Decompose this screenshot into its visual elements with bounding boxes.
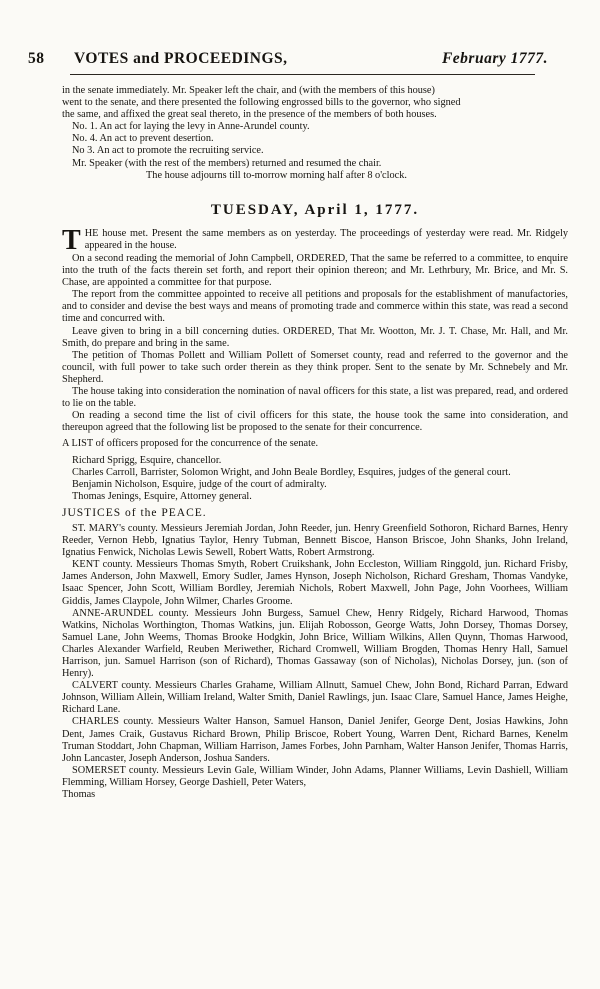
opening-line: the same, and affixed the great seal thereto, in the presence of the members of both houses. [62,109,437,121]
opening-section [62,85,568,182]
county-entry: CHARLES county. Messieurs Walter Hanson, Samuel Hanson, Daniel Jenifer, George Dent, Josias Hawkins, John Dent, James Craik, Gustavus Richard Brown, Philip Briscoe, Robert Young, Warren Dent, Richard Barnes, Kenelm Truman Stoddart, John Chapman, William Harrison, James Forbes, John Parnham, Walter Hanson Jenifer, Thomas Harris, John Lancaster, Joseph Anderson, Joshua Sanders. [62,716,568,764]
officer-list [62,455,568,503]
list-item: Richard Sprigg, Esquire, chancellor. [72,454,222,466]
county-entry: ANNE-ARUNDEL county. Messieurs John Burgess, Samuel Chew, Henry Ridgely, Richard Harwood, Thomas Watkins, Nicholas Worthington, Thomas Watkins, jun. Elijah Robosson, George Watts, John Dorsey, Thomas Dorsey, Samuel Lane, John Weems, Thomas Brooke Hodgkin, John Brice, William Wilkins, Allen Quynn, Thomas Harwood, Charles Alexander Warfield, Reuben Meriwether, Richard Cromwell, William Brogden, Thomas Henry Hall, Samuel Harrison, jun. Samuel Harrison (son of Richard), Thomas Gassaway (son of Nicholas), Nicholas Dorsey, jun. (son of Henry). [62,607,568,680]
bill-item: No 3. An act to promote the recruiting service. [72,145,264,157]
catchword: Thomas [62,789,96,801]
bill-item: No. 1. An act for laying the levy in Anne-Arundel county. [72,121,310,133]
list-item: Benjamin Nicholson, Esquire, judge of the court of admiralty. [72,478,327,490]
proceeding-paragraph: THE house met. Present the same members as on yesterday. The proceedings of yesterday were read. Mr. Ridgely appeared in the house. [62,225,568,256]
proceeding-paragraph: The report from the committee appointed to receive all petitions and proposals for the establishment of manufactories, and to consider and devise the best ways and means of promoting trade and commerce within this state, was read a second time and concurred with. [62,289,568,325]
adjourn-line: The house adjourns till to-morrow morning half after 8 o'clock. [146,169,407,181]
header-rule [70,74,535,75]
proceeding-paragraph: Leave given to bring in a bill concerning duties. ORDERED, That Mr. Wootton, Mr. J. T. Chase, Mr. Hall, and Mr. Smith, do prepare and bring in the same. [62,325,568,349]
day-heading: TUESDAY, April 1, 1777. [210,202,420,218]
page-number: 58 [28,50,45,67]
header-title: VOTES and PROCEEDINGS, [74,50,288,67]
justices-heading: JUSTICES of the PEACE. [62,506,207,519]
running-header [28,50,548,74]
proceeding-paragraph: The house taking into consideration the nomination of naval officers for this state, a list was prepared, read, and ordered to lie on the table. [62,386,568,410]
proceeding-paragraph: On a second reading the memorial of John Campbell, ORDERED, That the same be referred to a committee, to enquire into the truth of the facts therein set forth, and report their opinion thereon; and Mr. Lethrbury, Mr. Brice, and Mr. S. Chase, are appointed a committee for that purpose. [62,253,568,289]
proceeding-paragraph: On reading a second time the list of civil officers for this state, the house took the same into consideration, and thereupon agreed that the following list be proposed to the senate for their concurrence. [62,410,568,434]
county-entry: ST. MARY's county. Messieurs Jeremiah Jordan, John Reeder, jun. Henry Greenfield Sothoron, Richard Barnes, Henry Reeder, Vernon Hebb, Ignatius Taylor, Henry Tubman, Bennett Biscoe, Hanson Briscoe, John Shanks, John Ireland, Ignatius Fenwick, Nicholas Lewis Sewell, Robert Watts, Robert Armstrong. [62,522,568,559]
bill-item: No. 4. An act to prevent desertion. [72,133,214,145]
list-heading: A LIST of officers proposed for the concurrence of the senate. [62,438,319,450]
county-entry: CALVERT county. Messieurs Charles Grahame, William Allnutt, Samuel Chew, John Bond, Richard Parran, Edward Johnson, William Allein, William Ireland, Walter Smith, Daniel Rawlings, jun. Isaac Clare, Samuel Hance, James Heighe, Richard Lane. [62,680,568,716]
proceeding-paragraph: The petition of Thomas Pollett and William Pollett of Somerset county, read and referred to the governor and the council, with full power to take such order therein as they think proper. Sent to the senate by Mr. Schnebely and Mr. Shepherd. [62,349,568,385]
list-item: Charles Carroll, Barrister, Solomon Wright, and John Beale Bordley, Esquires, judges of the general court. [72,466,511,478]
opening-line: in the senate immediately. Mr. Speaker left the chair, and (with the members of this house) [62,85,435,96]
list-item: Thomas Jenings, Esquire, Attorney general. [72,490,252,502]
opening-line: went to the senate, and there presented the following engrossed bills to the governor, who signed [62,97,461,109]
header-date: February 1777. [441,50,548,67]
county-entry: KENT county. Messieurs Thomas Smyth, Robert Cruikshank, John Eccleston, William Ringgold, jun. Richard Frisby, James Anderson, John Maxwell, Emory Sudler, James Hynson, Joseph Nicholson, Richard Gresham, Thomas Vandyke, Isaac Spencer, John Scott, William Bordley, Jeremiah Nichols, Robert Maxwell, John Page, John Voorhees, William Giddis, James Claypole, John Wilmer, Charles Groome. [62,559,568,607]
speaker-line: Mr. Speaker (with the rest of the members) returned and resumed the chair. [72,157,382,169]
proceedings-section [62,225,568,801]
drop-cap: T [62,225,81,256]
county-entry: SOMERSET county. Messieurs Levin Gale, William Winder, John Adams, Planner Williams, Levin Dashiell, William Flemming, William Horsey, George Dashiell, Peter Waters, [62,764,568,788]
